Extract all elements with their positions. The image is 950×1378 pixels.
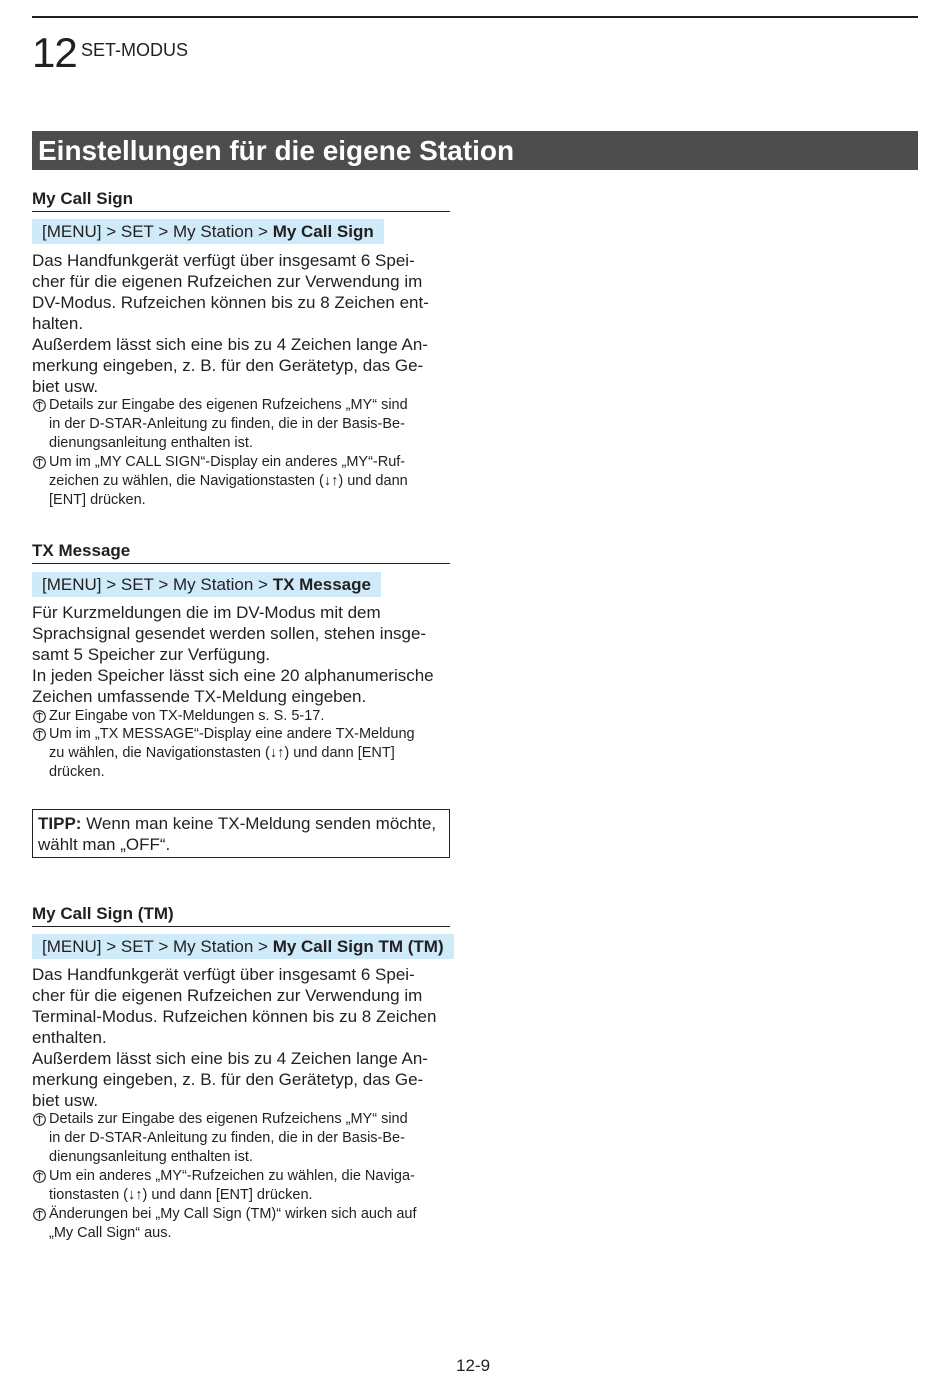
note-item: Um im „TX MESSAGE“-Display eine andere TX-Meldung zu wählen, die Navigationstasten (↓↑) und dann [ENT] drücken.	[32, 725, 462, 782]
info-icon	[33, 456, 46, 469]
chapter-number: 12	[32, 29, 77, 76]
info-icon	[33, 1208, 46, 1221]
header-rule	[32, 16, 918, 18]
subheading-tx-message: TX Message	[32, 541, 450, 564]
info-icon	[33, 728, 46, 741]
menu-path-my-call-sign: [MENU] > SET > My Station > My Call Sign	[32, 219, 384, 244]
info-icon	[33, 1170, 46, 1183]
note-item: Zur Eingabe von TX-Meldungen s. S. 5-17.	[32, 707, 462, 726]
note-item: Details zur Eingabe des eigenen Rufzeichens „MY“ sind in der D-STAR-Anleitung zu finden, die in der Basis-Be- dienungsanleitung enthalten ist.	[32, 1110, 462, 1167]
note-item: Details zur Eingabe des eigenen Rufzeichens „MY“ sind in der D-STAR-Anleitung zu finden, die in der Basis-Be- dienungsanleitung enthalten ist.	[32, 396, 462, 453]
subheading-my-call-sign: My Call Sign	[32, 189, 450, 212]
page-number: 12-9	[456, 1356, 491, 1375]
subheading-my-call-sign-tm: My Call Sign (TM)	[32, 904, 450, 927]
info-icon	[33, 1113, 46, 1126]
section-title: Einstellungen für die eigene Station	[32, 131, 918, 170]
body-tx-message: Für Kurzmeldungen die im DV-Modus mit dem Sprachsignal gesendet werden sollen, stehen insge- samt 5 Speicher zur Verfügung. In jeden Speicher lässt sich eine 20 alphanumerische Zeichen umfassende TX-Meldung eingeben.	[32, 603, 434, 706]
menu-path-my-call-sign-tm: [MENU] > SET > My Station > My Call Sign TM (TM)	[32, 934, 454, 959]
note-item: Um im „MY CALL SIGN“-Display ein anderes „MY“-Ruf- zeichen zu wählen, die Navigationstasten (↓↑) und dann [ENT] drücken.	[32, 453, 462, 510]
tip-label: TIPP:	[38, 814, 82, 833]
chapter-title: SET-MODUS	[81, 40, 189, 60]
note-item: Um ein anderes „MY“-Rufzeichen zu wählen, die Naviga- tionstasten (↓↑) und dann [ENT] drücken.	[32, 1167, 462, 1205]
body-my-call-sign: Das Handfunkgerät verfügt über insgesamt 6 Spei- cher für die eigenen Rufzeichen zur Verwendung im DV-Modus. Rufzeichen können bis zu 8 Zeichen ent- halten. Außerdem lässt sich eine bis zu 4 Zeichen lange An- merkung eingeben, z. B. für den Gerätetyp, das Ge- biet usw.	[32, 251, 429, 396]
menu-path-tx-message: [MENU] > SET > My Station > TX Message	[32, 572, 381, 597]
note-item: Änderungen bei „My Call Sign (TM)“ wirken sich auch auf „My Call Sign“ aus.	[32, 1205, 462, 1243]
tip-box: TIPP: Wenn man keine TX-Meldung senden möchte, wählt man „OFF“.	[32, 809, 450, 858]
body-my-call-sign-tm: Das Handfunkgerät verfügt über insgesamt 6 Spei- cher für die eigenen Rufzeichen zur Verwendung im Terminal-Modus. Rufzeichen können bis zu 8 Zeichen enthalten. Außerdem lässt sich eine bis zu 4 Zeichen lange An- merkung eingeben, z. B. für den Gerätetyp, das Ge- biet usw.	[32, 965, 437, 1110]
info-icon	[33, 710, 46, 723]
info-icon	[33, 399, 46, 412]
